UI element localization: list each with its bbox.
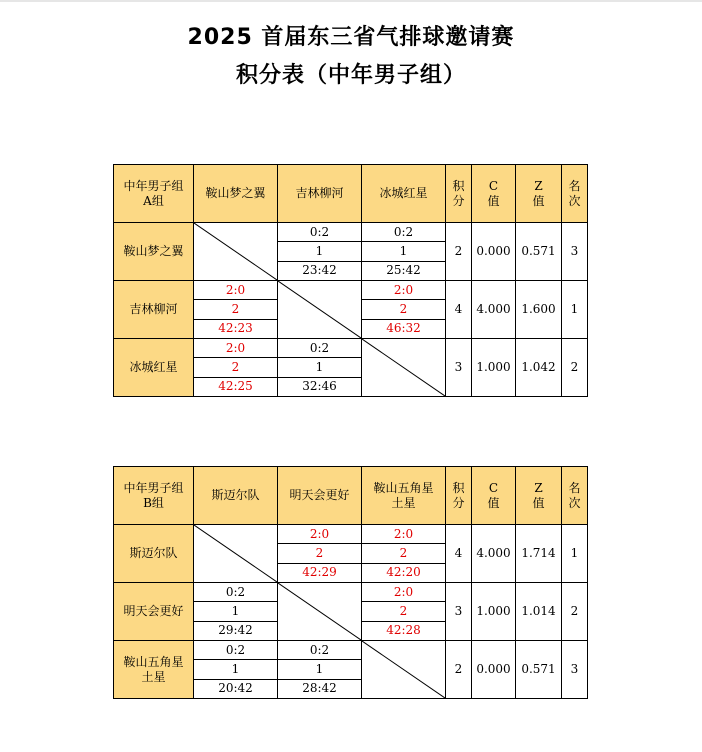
c-value-column-header-line1: C	[488, 480, 499, 495]
points-column-header-line2: 分	[452, 495, 465, 510]
table-row	[114, 281, 588, 300]
match-total-score: 42:25	[194, 377, 278, 396]
team-rank: 2	[562, 583, 588, 641]
match-set-score: 2:0	[362, 525, 446, 544]
team-name-label: 冰城红星	[129, 360, 178, 374]
team-name-label: 鞍山五角星	[123, 654, 184, 669]
self-match-diagonal-cell	[194, 223, 278, 281]
page-title: 2025 首届东三省气排球邀请赛	[187, 25, 515, 50]
team-rank: 1	[562, 525, 588, 583]
points-column-header-line1: 积	[452, 480, 465, 495]
team-name-label: 明天会更好	[289, 488, 350, 502]
match-points: 2	[362, 602, 446, 621]
match-total-score: 28:42	[278, 679, 362, 698]
match-set-score: 0:2	[278, 223, 362, 242]
match-total-score: 29:42	[194, 621, 278, 640]
team-points: 4	[446, 281, 472, 339]
team-name-label: 吉林柳河	[295, 186, 344, 200]
points-column-header	[446, 165, 472, 223]
match-total-score: 42:23	[194, 319, 278, 338]
team-name-label: 鞍山梦之翼	[123, 244, 184, 258]
z-value-column-header	[516, 467, 562, 525]
team-row-header	[114, 583, 194, 641]
match-points: 2	[194, 358, 278, 377]
team-c-value: 4.000	[472, 281, 516, 339]
team-points: 3	[446, 583, 472, 641]
match-set-score: 2:0	[362, 281, 446, 300]
table-row	[114, 583, 588, 602]
team-column-header	[278, 165, 362, 223]
team-column-header	[194, 165, 278, 223]
match-points: 2	[278, 544, 362, 563]
team-z-value: 1.600	[516, 281, 562, 339]
table-row	[114, 525, 588, 544]
z-value-column-header-line1: Z	[534, 178, 543, 193]
team-rank: 3	[562, 223, 588, 281]
team-z-value: 1.014	[516, 583, 562, 641]
match-total-score: 25:42	[362, 261, 446, 280]
team-row-header	[114, 281, 194, 339]
z-value-column-header-line2: 值	[532, 495, 545, 510]
diagonal-line	[278, 281, 361, 338]
header-row	[114, 467, 588, 525]
match-total-score: 42:28	[362, 621, 446, 640]
match-points: 2	[194, 300, 278, 319]
match-points: 1	[278, 660, 362, 679]
group-name-label: A组	[143, 193, 164, 208]
team-c-value: 1.000	[472, 583, 516, 641]
rank-column-header-line2: 次	[568, 495, 581, 510]
match-set-score: 0:2	[278, 641, 362, 660]
match-set-score: 2:0	[194, 339, 278, 358]
team-column-header	[362, 467, 446, 525]
match-points: 1	[194, 602, 278, 621]
team-points: 2	[446, 641, 472, 699]
team-name-label: 斯迈尔队	[129, 546, 178, 560]
team-c-value: 1.000	[472, 339, 516, 397]
match-set-score: 2:0	[194, 281, 278, 300]
group-name-label: B组	[143, 495, 164, 510]
team-row-header	[114, 525, 194, 583]
team-rank: 3	[562, 641, 588, 699]
team-column-header	[194, 467, 278, 525]
team-points: 3	[446, 339, 472, 397]
match-points: 2	[362, 300, 446, 319]
team-c-value: 4.000	[472, 525, 516, 583]
team-column-header	[278, 467, 362, 525]
match-set-score: 2:0	[278, 525, 362, 544]
group-category-label: 中年男子组	[123, 178, 184, 193]
diagonal-line	[194, 525, 277, 582]
c-value-column-header	[472, 467, 516, 525]
diagonal-line	[362, 339, 445, 396]
match-points: 1	[362, 242, 446, 261]
team-row-header	[114, 641, 194, 699]
rank-column-header-line2: 次	[568, 193, 581, 208]
team-name-label: 土星	[391, 495, 416, 510]
self-match-diagonal-cell	[362, 641, 446, 699]
team-z-value: 1.042	[516, 339, 562, 397]
table-row	[114, 223, 588, 242]
match-set-score: 0:2	[194, 583, 278, 602]
self-match-diagonal-cell	[362, 339, 446, 397]
match-set-score: 2:0	[362, 583, 446, 602]
points-column-header-line1: 积	[452, 178, 465, 193]
diagonal-line	[194, 223, 277, 280]
c-value-column-header-line2: 值	[487, 495, 500, 510]
match-total-score: 42:29	[278, 563, 362, 582]
team-z-value: 0.571	[516, 223, 562, 281]
team-rank: 2	[562, 339, 588, 397]
match-total-score: 32:46	[278, 377, 362, 396]
table-row	[114, 339, 588, 358]
group-category-label: 中年男子组	[123, 480, 184, 495]
team-z-value: 0.571	[516, 641, 562, 699]
table-row	[114, 641, 588, 660]
rank-column-header	[562, 165, 588, 223]
group-corner-cell	[114, 165, 194, 223]
z-value-column-header-line1: Z	[534, 480, 543, 495]
group-corner-cell	[114, 467, 194, 525]
match-total-score: 42:20	[362, 563, 446, 582]
match-set-score: 0:2	[278, 339, 362, 358]
team-c-value: 0.000	[472, 223, 516, 281]
match-total-score: 46:32	[362, 319, 446, 338]
team-name-label: 冰城红星	[379, 186, 428, 200]
group-b-table	[113, 466, 588, 699]
self-match-diagonal-cell	[278, 281, 362, 339]
diagonal-line	[362, 641, 445, 698]
team-name-label: 土星	[141, 669, 166, 684]
group-a-table	[113, 164, 588, 397]
self-match-diagonal-cell	[194, 525, 278, 583]
rank-column-header-line1: 名	[568, 178, 581, 193]
match-points: 2	[362, 544, 446, 563]
team-c-value: 0.000	[472, 641, 516, 699]
match-points: 1	[278, 358, 362, 377]
team-name-label: 鞍山梦之翼	[205, 186, 266, 200]
team-row-header	[114, 223, 194, 281]
match-total-score: 20:42	[194, 679, 278, 698]
team-points: 2	[446, 223, 472, 281]
z-value-column-header	[516, 165, 562, 223]
c-value-column-header-line1: C	[488, 178, 499, 193]
self-match-diagonal-cell	[278, 583, 362, 641]
rank-column-header	[562, 467, 588, 525]
match-points: 1	[194, 660, 278, 679]
team-name-label: 鞍山五角星	[373, 480, 434, 495]
team-column-header	[362, 165, 446, 223]
match-points: 1	[278, 242, 362, 261]
z-value-column-header-line2: 值	[532, 193, 545, 208]
team-name-label: 吉林柳河	[129, 302, 178, 316]
c-value-column-header-line2: 值	[487, 193, 500, 208]
team-points: 4	[446, 525, 472, 583]
diagonal-line	[278, 583, 361, 640]
team-name-label: 明天会更好	[123, 604, 184, 618]
page-subtitle: 积分表（中年男子组）	[235, 63, 466, 88]
team-row-header	[114, 339, 194, 397]
match-total-score: 23:42	[278, 261, 362, 280]
team-name-label: 斯迈尔队	[211, 488, 260, 502]
match-set-score: 0:2	[362, 223, 446, 242]
c-value-column-header	[472, 165, 516, 223]
team-z-value: 1.714	[516, 525, 562, 583]
page-top-border	[0, 0, 702, 2]
rank-column-header-line1: 名	[568, 480, 581, 495]
match-set-score: 0:2	[194, 641, 278, 660]
header-row	[114, 165, 588, 223]
points-column-header-line2: 分	[452, 193, 465, 208]
team-rank: 1	[562, 281, 588, 339]
points-column-header	[446, 467, 472, 525]
